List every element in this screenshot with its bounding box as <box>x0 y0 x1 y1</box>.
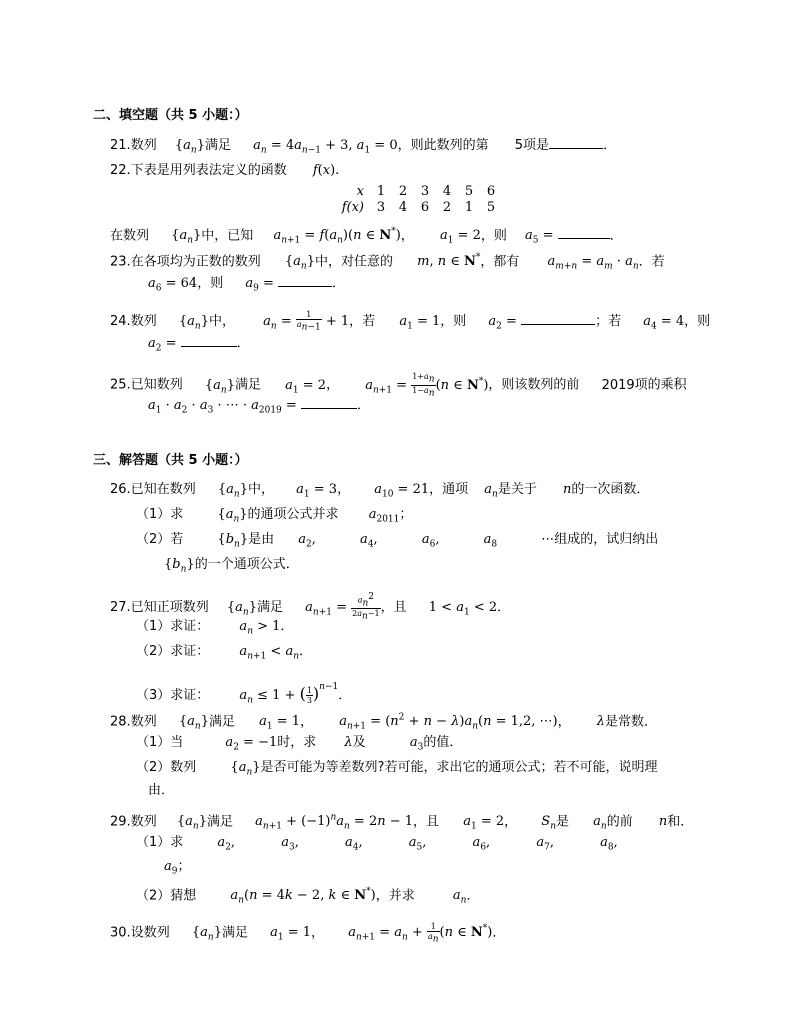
question-22: 22.下表是用列表法定义的函数 f(x). <box>110 163 340 178</box>
question-23-line2: $a_6 = 64$，则 $a_9$ = ． <box>148 276 346 294</box>
question-28: 28.数列 $\{a_n\}$满足 $a_1 = 1$， $a_{n+1} = (n^2 + n - \lambda)a_n(n = 1,2$, ⋯)， λ是常数． <box>110 713 658 732</box>
question-29-part1: （1）求 $a_2$, $a_3$, $a_4$, $a_5$, $a_6$, $a_7$, $a_8$, <box>136 835 618 853</box>
question-21: 21.数列 $\{a_n\}$满足 $a_n = 4a_{n-1} + 3$, $a_1 = 0$，则此数列的第 5项是 ． <box>110 138 617 156</box>
section-title-fill-in: 二、填空题（共 5 小题：） <box>93 108 248 123</box>
question-25-line2: $a_1 \cdot a_2 \cdot a_3$ · ⋯ · $a_{2019}$ = ． <box>148 398 370 416</box>
answer-blank[interactable] <box>521 312 595 325</box>
question-29-part1-line2: $a_9$； <box>164 859 191 877</box>
function-table: x 1 2 3 4 5 6 f(x) 3 4 6 2 1 5 <box>341 184 496 215</box>
question-26-part2: （2）若 $\{b_n\}$是由 $a_2$, $a_4$, $a_6$, $a_8$ ⋯组成的，试归纳出 <box>136 532 659 550</box>
question-28-part2-line2: 由． <box>148 783 175 798</box>
section-title-solve: 三、解答题（共 5 小题：） <box>93 453 248 468</box>
question-27-part2: （2）求证： $a_{n+1} < a_n$． <box>136 644 313 662</box>
question-28-part1: （1）当 $a_2 = -1$时，求 λ及 $a_3$的值． <box>136 735 463 753</box>
question-24-line2: $a_2$ = ． <box>148 336 250 354</box>
question-27: 27.已知正项数列 $\{a_n\}$满足 $a_{n+1}$ = $\frac{a_n^2}{2a_n-1}$ ，且 $1 < a_1 < 2$． <box>110 592 511 622</box>
answer-blank[interactable] <box>181 334 237 347</box>
question-28-part2: （2）数列 $\{a_n\}$是否可能为等差数列?若可能，求出它的通项公式；若不可能，说明理 <box>136 760 658 778</box>
question-30: 30.设数列 $\{a_n\}$满足 $a_1 = 1$， $a_{n+1} = a_n$ + $\frac{1}{a_n}$ (n ∈ N*)． <box>110 921 506 945</box>
question-26: 26.已知在数列 $\{a_n\}$中， $a_1 = 3$， $a_{10} = 21$，通项 $a_n$是关于 n的一次函数． <box>110 482 650 500</box>
question-29: 29.数列 $\{a_n\}$满足 $a_{n+1} + (-1)^na_n = 2n - 1$，且 $a_1 = 2$， $S_n$是 $a_n$的前 n和． <box>110 813 694 832</box>
answer-blank[interactable] <box>549 136 603 149</box>
question-26-part2-line2: $\{b_n\}$的一个通项公式． <box>164 557 299 575</box>
question-27-part1: （1）求证： $a_n > 1$． <box>136 619 294 637</box>
question-24: 24.数列 $\{a_n\}$中， $a_n$ = $\frac{1}{a_{n-1}}$ + 1，若 $a_1 = 1$，则 $a_2$ = ；若 $a_4 = 4$，则 <box>110 310 711 333</box>
answer-blank[interactable] <box>558 226 610 239</box>
question-26-part1: （1）求 $\{a_n\}$的通项公式并求 $a_{2011}$； <box>136 507 413 525</box>
question-23: 23.在各项均为正数的数列 $\{a_n\}$中，对任意的 m, n ∈ N*，都有 $a_{m+n} = a_m \cdot a_n$．若 <box>110 253 665 272</box>
question-22-body: 在数列 $\{a_n\}$中，已知 $a_{n+1} = f(a_n)(n$ ∈ N*)， $a_1 = 2$，则 $a_5$ = ． <box>110 227 623 246</box>
question-27-part3: （3）求证： $a_n \le 1$ + ( $\frac{1}{3}$ )$^{n-1}$． <box>136 682 352 706</box>
question-25: 25.已知数列 $\{a_n\}$满足 $a_1 = 2$， $a_{n+1}$ = $\frac{1+a_n}{1-a_n}$ (n ∈ N*)，则该数列的前 2019项的乘积 <box>110 372 687 399</box>
answer-blank[interactable] <box>278 274 332 287</box>
question-29-part2: （2）猜想 $a_n(n = 4k - 2$, k ∈ N*)，并求 $a_n$． <box>136 887 480 906</box>
answer-blank[interactable] <box>301 396 357 409</box>
